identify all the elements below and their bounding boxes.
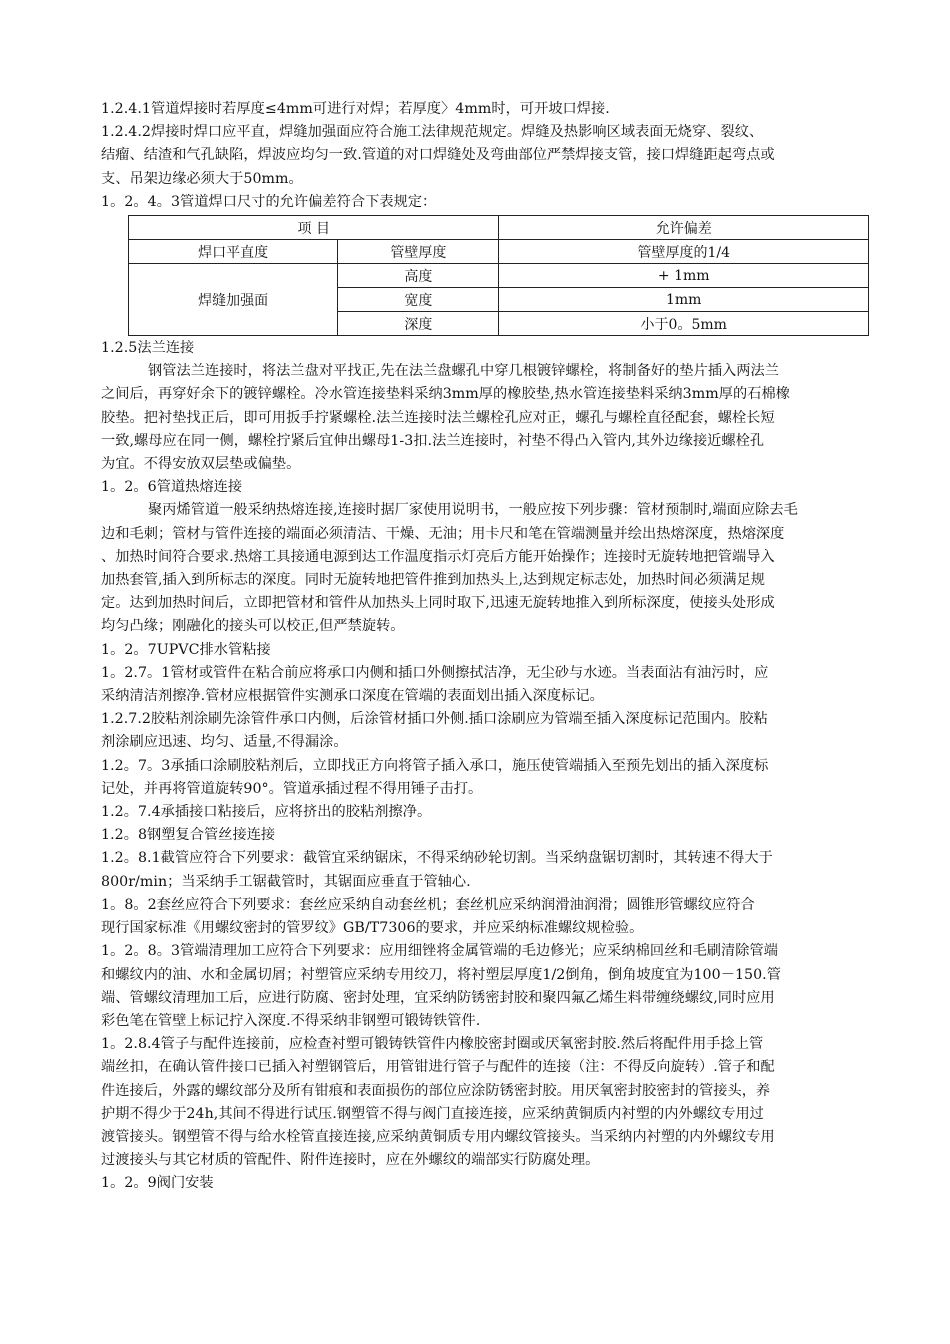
paragraph-line: 和螺纹内的油、水和金属切屑；衬塑管应采纳专用绞刀，将衬塑层厚度1/2倒角，倒角坡度宜为100－150.管: [101, 966, 781, 983]
paragraph-line: 边和毛刺；管材与管件连接的端面必须清洁、干燥、无油；用卡尺和笔在管端测量并绘出热熔深度，热熔深度: [101, 525, 785, 542]
table-group-label: 焊缝加强面: [129, 264, 338, 336]
tolerance-table: [128, 215, 869, 336]
paragraph-line: 钢管法兰连接时，将法兰盘对平找正,先在法兰盘螺孔中穿几根镀锌螺栓，将制备好的垫片插入两法兰: [148, 363, 780, 380]
paragraph-line: 1。8。2套丝应符合下列要求：套丝应采纳自动套丝机；套丝机应采纳润滑油润滑；圆锥形管螺纹应符合: [101, 896, 755, 913]
paragraph-line: 护期不得少于24h,其间不得进行试压.钢塑管不得与阀门直接连接，应采纳黄铜质内衬塑的内外螺纹专用过: [101, 1105, 764, 1122]
paragraph-line: 支、吊架边缘必须大于50mm。: [101, 170, 303, 187]
paragraph-line: 1.2.4.1管道焊接时若厚度≤4mm可进行对焊；若厚度〉4mm时，可开坡口焊接.: [101, 101, 610, 117]
table-cell: + 1mm: [499, 264, 869, 288]
paragraph-line: 端丝扣，在确认管件接口已插入衬塑钢管后，用管钳进行管子与配件的连接（注：不得反向旋转）.管子和配: [101, 1059, 775, 1076]
section-heading: 1.2.5法兰连接: [101, 340, 195, 357]
paragraph-line: 1。2.7。1管材或管件在粘合前应将承口内侧和插口外侧擦拭洁净，无尘砂与水迹。当表面沾有油污时，应: [101, 664, 769, 681]
paragraph-line: 为宜。不得安放双层垫或偏垫。: [101, 456, 301, 473]
paragraph-line: 过渡接头与其它材质的管配件、附件连接时，应在外螺纹的端部实行防腐处理。: [101, 1152, 600, 1169]
paragraph-line: 端、管螺纹清理加工后，应进行防腐、密封处理，宜采纳防锈密封胶和聚四氟乙烯生料带缠绕螺纹,同时应用: [101, 989, 775, 1006]
paragraph-line: 1.2.7.2胶粘剂涂刷先涂管件承口内侧，后涂管材插口外侧.插口涂刷应为管端至插入深度标记范围内。胶粘: [101, 711, 768, 728]
section-heading: 1。2。9阀门安装: [101, 1175, 214, 1192]
table-cell: 深度: [338, 312, 499, 336]
table-row: [129, 264, 869, 288]
paragraph-line: 结瘤、结渣和气孔缺陷，焊波应均匀一致.管道的对口焊缝处及弯曲部位严禁焊接支管，接口焊缝距起弯点或: [101, 147, 775, 164]
paragraph-line: 彩色笔在管壁上标记拧入深度.不得采纳非钢塑可锻铸铁管件.: [101, 1012, 481, 1029]
paragraph-line: 现行国家标准《用螺纹密封的管罗纹》GB/T7306的要求，并应采纳标准螺纹规检验。: [101, 920, 644, 937]
paragraph-line: 加热套管,插入到所标志的深度。同时无旋转地把管件推到加热头上,达到规定标志处，加热时间必须满足规: [101, 572, 766, 589]
paragraph-line: 1。2。8。3管端清理加工应符合下列要求：应用细锉将金属管端的毛边修光；应采纳棉回丝和毛刷清除管端: [101, 943, 778, 960]
table-cell: 小于0。5mm: [499, 312, 869, 336]
paragraph-line: 1。2。4。3管道焊口尺寸的允许偏差符合下表规定：: [101, 193, 437, 210]
paragraph-line: 、加热时间符合要求.热熔工具接通电源到达工作温度指示灯亮后方能开始操作；连接时无旋转地把管端导入: [101, 548, 775, 565]
paragraph-line: 聚丙烯管道一般采纳热熔连接,连接时据厂家使用说明书，一般应按下列步骤：管材预制时,端面应除去毛: [148, 502, 798, 519]
paragraph-line: 定。达到加热时间后，立即把管材和管件从加热头上同时取下,迅速无旋转地推入到所标深度，使接头处形成: [101, 595, 775, 612]
paragraph-line: 渡管接头。钢塑管不得与给水栓管直接连接,应采纳黄铜质专用内螺纹管接头。当采纳内衬塑的内外螺纹专用: [101, 1128, 775, 1145]
paragraph-line: 胶垫。把衬垫找正后，即可用扳手拧紧螺栓.法兰连接时法兰螺栓孔应对正，螺孔与螺栓直径配套，螺栓长短: [101, 409, 775, 426]
paragraph-line: 记处，并再将管道旋转90°。管道承插过程不得用锤子击打。: [101, 780, 483, 797]
table-cell: 宽度: [338, 288, 499, 312]
section-heading: 1.2。8钢塑复合管丝接连接: [101, 827, 276, 844]
table-cell: 管壁厚度: [338, 240, 499, 264]
paragraph-line: 件连接后，外露的螺纹部分及所有钳痕和表面损伤的部位应涂防锈密封胶。用厌氧密封胶密封的管接头，养: [101, 1082, 771, 1099]
table-cell: 管壁厚度的1/4: [499, 240, 869, 264]
paragraph-line: 1.2。7.4承插接口粘接后，应将挤出的胶粘剂擦净。: [101, 804, 432, 821]
table-row: [129, 240, 869, 264]
paragraph-line: 1。2.8.4管子与配件连接前，应检查衬塑可锻铸铁管件内橡胶密封圈或厌氧密封胶.然后将配件用手捻上管: [101, 1036, 764, 1053]
paragraph-line: 采纳清洁剂擦净.管材应根据管件实测承口深度在管端的表面划出插入深度标记。: [101, 688, 604, 705]
paragraph-line: 均匀凸缘；刚融化的接头可以校正,但严禁旋转。: [101, 618, 405, 635]
table-header-tolerance: 允许偏差: [499, 216, 869, 240]
paragraph-line: 1.2。8.1截管应符合下列要求：截管宜采纳锯床，不得采纳砂轮切割。当采纳盘锯切割时，其转速不得大于: [101, 850, 773, 867]
table-header-item: 项 目: [129, 216, 499, 240]
paragraph-line: 1.2.4.2焊接时焊口应平直，焊缝加强面应符合施工法律规范规定。焊缝及热影响区域表面无烧穿、裂纹、: [101, 124, 764, 141]
paragraph-line: 之间后，再穿好余下的镀锌螺栓。冷水管连接垫料采纳3mm厚的橡胶垫,热水管连接垫料采纳3mm厚的石棉橡: [101, 386, 790, 403]
document-page: [101, 98, 896, 1196]
paragraph-line: 剂涂刷应迅速、均匀、适量,不得漏涂。: [101, 734, 348, 751]
table-cell: 高度: [338, 264, 499, 288]
table-cell: 1mm: [499, 288, 869, 312]
table-cell: 焊口平直度: [129, 240, 338, 264]
section-heading: 1。2。6管道热熔连接: [101, 479, 243, 496]
paragraph-line: 一致,螺母应在同一侧，螺栓拧紧后宜伸出螺母1-3扣.法兰连接时，衬垫不得凸入管内,其外边缘接近螺栓孔: [101, 432, 765, 449]
paragraph-line: 1.2。7。3承插口涂刷胶粘剂后，立即找正方向将管子插入承口，施压使管端插入至预先划出的插入深度标: [101, 757, 769, 774]
paragraph-line: 800r/min；当采纳手工锯截管时，其锯面应垂直于管轴心.: [101, 873, 471, 890]
section-heading: 1。2。7UPVC排水管粘接: [101, 641, 271, 658]
table-header-row: [129, 216, 869, 240]
